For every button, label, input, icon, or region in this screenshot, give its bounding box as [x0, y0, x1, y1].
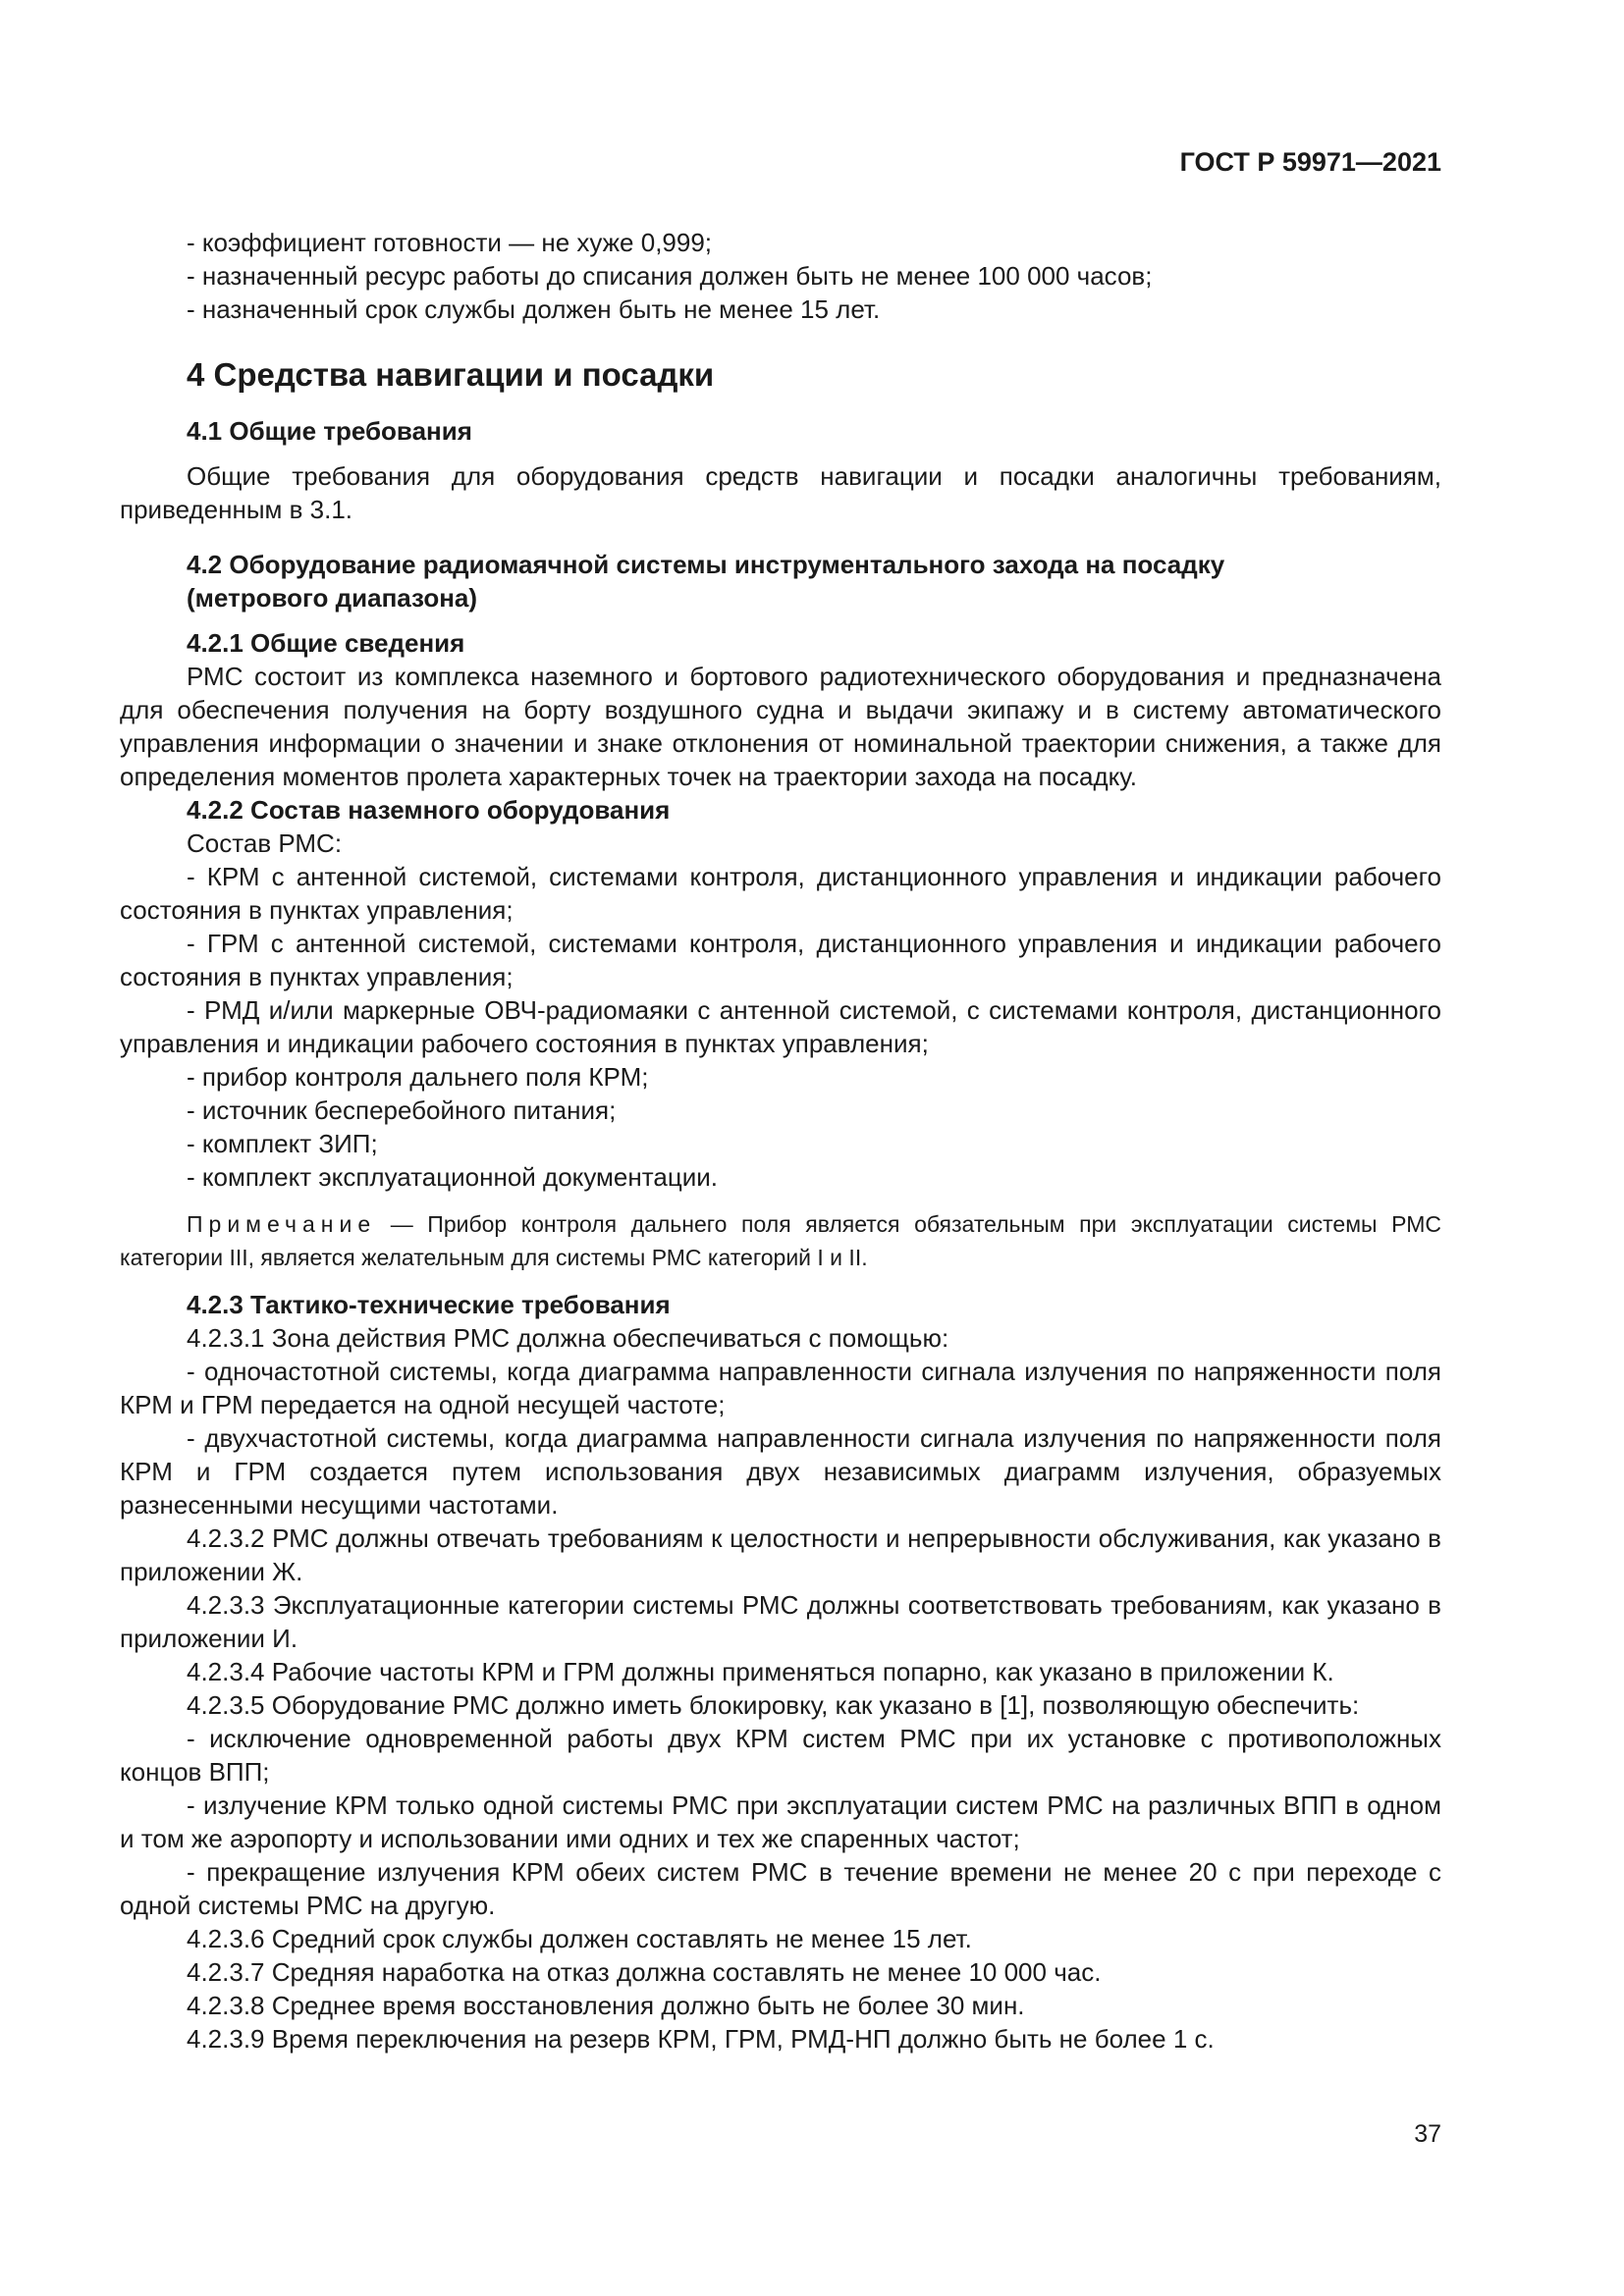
paragraph: 4.2.3.4 Рабочие частоты КРМ и ГРМ должны применяться попарно, как указано в приложении К.: [187, 1657, 1334, 1686]
section-4-heading: 4 Средства навигации и посадки: [187, 356, 715, 393]
note: [120, 1207, 1441, 1274]
section-4-2-2-lead: Состав РМС:: [187, 828, 343, 858]
list-item: - комплект ЗИП;: [187, 1129, 378, 1158]
page-content: [120, 226, 1441, 2056]
page-number: 37: [1414, 2120, 1441, 2148]
paragraph: - излучение КРМ только одной системы РМС при эксплуатации систем РМС на различных ВПП в одном и том же аэропорту и использовании ими одних и тех же спаренных частот;: [120, 1790, 1441, 1853]
list-item: - назначенный ресурс работы до списания должен быть не менее 100 000 часов;: [187, 261, 1153, 291]
paragraph: 4.2.3.3 Эксплуатационные категории системы РМС должны соответствовать требованиям, как указано в приложении И.: [120, 1590, 1441, 1653]
paragraph: 4.2.3.6 Средний срок службы должен составлять не менее 15 лет.: [187, 1924, 972, 1953]
paragraph: 4.2.3.8 Среднее время восстановления должно быть не более 30 мин.: [187, 1991, 1025, 2020]
standard-number: ГОСТ Р 59971—2021: [1179, 147, 1441, 177]
note-text: — Прибор контроля дальнего поля является обязательным при эксплуатации системы РМС категории III, является желательным для системы РМС категорий I и II.: [120, 1211, 1441, 1270]
list-item: - назначенный срок службы должен быть не менее 15 лет.: [187, 294, 881, 324]
paragraph: - прекращение излучения КРМ обеих систем РМС в течение времени не менее 20 с при переходе с одной системы РМС на другую.: [120, 1857, 1441, 1920]
paragraph: 4.2.3.7 Средняя наработка на отказ должна составлять не менее 10 000 час.: [187, 1957, 1102, 1987]
section-4-2-heading: 4.2 Оборудование радиомаячной системы инструментального захода на посадку: [187, 550, 1225, 579]
paragraph: 4.2.3.5 Оборудование РМС должно иметь блокировку, как указано в [1], позволяющую обеспечить:: [187, 1690, 1360, 1720]
paragraph: - двухчастотной системы, когда диаграмма направленности сигнала излучения по напряженности поля КРМ и ГРМ создается путем использования двух независимых диаграмм излучения, образуемых разнесенными несущими частотами.: [120, 1423, 1441, 1520]
section-4-2-1-heading: 4.2.1 Общие сведения: [187, 628, 465, 658]
paragraph: 4.2.3.9 Время переключения на резерв КРМ, ГРМ, РМД-НП должно быть не более 1 с.: [187, 2024, 1215, 2054]
list-item: - КРМ с антенной системой, системами контроля, дистанционного управления и индикации рабочего состояния в пунктах управления;: [120, 862, 1441, 925]
section-4-2-heading-cont: (метрового диапазона): [187, 583, 478, 613]
section-4-1-heading: 4.1 Общие требования: [187, 416, 472, 446]
list-item: - коэффициент готовности — не хуже 0,999;: [187, 228, 713, 257]
paragraph: 4.2.3.2 РМС должны отвечать требованиям к целостности и непрерывности обслуживания, как указано в приложении Ж.: [120, 1523, 1441, 1586]
list-item: - ГРМ с антенной системой, системами контроля, дистанционного управления и индикации рабочего состояния в пунктах управления;: [120, 929, 1441, 991]
list-item: - комплект эксплуатационной документации.: [187, 1162, 718, 1192]
section-4-2-1-text: РМС состоит из комплекса наземного и бортового радиотехнического оборудования и предназначена для обеспечения получения на борту воздушного судна и выдачи экипажу и в систему автоматического управления информации о значении и знаке отклонения от номинальной траектории снижения, а также для определения моментов пролета характерных точек на траектории захода на посадку.: [120, 662, 1441, 791]
list-item: - прибор контроля дальнего поля КРМ;: [187, 1062, 649, 1092]
paragraph: - одночастотной системы, когда диаграмма направленности сигнала излучения по напряженности поля КРМ и ГРМ передается на одной несущей частоте;: [120, 1357, 1441, 1419]
list-item: - источник бесперебойного питания;: [187, 1095, 617, 1125]
note-label: Примечание: [187, 1211, 377, 1237]
paragraph: - исключение одновременной работы двух КРМ систем РМС при их установке с противоположных концов ВПП;: [120, 1724, 1441, 1787]
section-4-1-text: Общие требования для оборудования средств навигации и посадки аналогичны требованиям, приведенным в 3.1.: [120, 461, 1441, 524]
list-item: - РМД и/или маркерные ОВЧ-радиомаяки с антенной системой, с системами контроля, дистанционного управления и индикации рабочего состояния в пунктах управления;: [120, 995, 1441, 1058]
section-4-2-3-heading: 4.2.3 Тактико-технические требования: [187, 1290, 671, 1319]
paragraph: 4.2.3.1 Зона действия РМС должна обеспечиваться с помощью:: [187, 1323, 949, 1353]
section-4-2-2-heading: 4.2.2 Состав наземного оборудования: [187, 795, 671, 825]
